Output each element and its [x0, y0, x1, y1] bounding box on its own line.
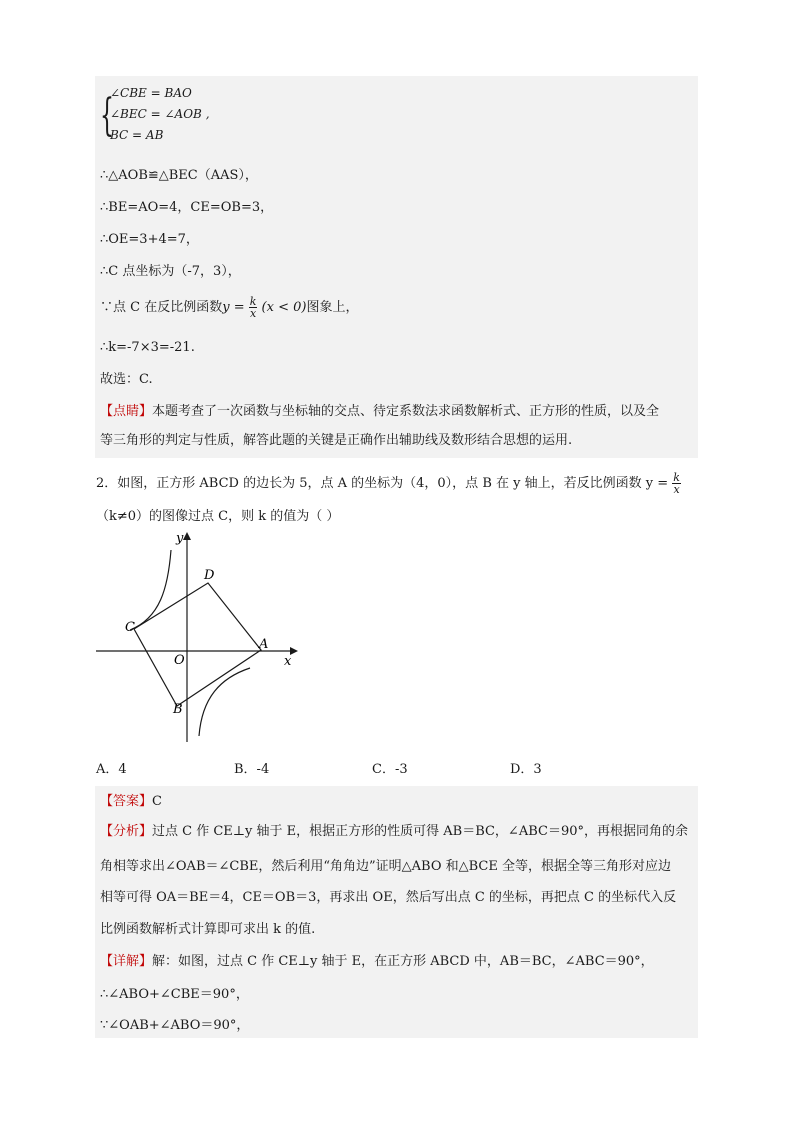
answer-label: 【答案】	[100, 794, 153, 809]
square-abcd	[134, 583, 261, 706]
y-axis-arrow	[183, 532, 191, 540]
analysis-line-4: 比例函数解析式计算即可求出 k 的值.	[100, 922, 316, 937]
q2-frac-denominator: x	[673, 483, 680, 496]
step-c-pre: ∵点 C 在反比例函数	[100, 300, 223, 315]
frac-denominator: x	[249, 307, 257, 320]
left-brace: {	[100, 90, 114, 141]
analysis-label: 【分析】	[100, 824, 153, 839]
question-2-figure	[90, 528, 310, 743]
comment-label: 【点睛】	[100, 404, 153, 419]
step-k-value: ∴k=-7×3=-21.	[100, 340, 195, 355]
label-y: y	[176, 531, 184, 546]
answer-value: C	[152, 794, 162, 809]
fraction-k-over-x	[249, 296, 258, 319]
answer-line	[100, 792, 162, 812]
detail-label: 【详解】	[100, 954, 153, 969]
label-b: B	[173, 702, 183, 717]
comment-text-1: 本题考查了一次函数与坐标轴的交点、待定系数法求函数解析式、正方形的性质，以及全	[152, 404, 660, 419]
step-oe: ∴OE=3+4=7，	[100, 232, 199, 247]
label-x: x	[284, 654, 292, 669]
step-congruence: ∴△AOB≌△BEC（AAS），	[100, 168, 258, 183]
hyperbola-lower-right	[199, 668, 250, 736]
question-2-line-1	[96, 472, 681, 495]
system-row-1: ∠CBE = BAO	[110, 86, 192, 100]
step-c-coord: ∴C 点坐标为（-7，3），	[100, 264, 241, 279]
hyperbola-upper-left	[130, 550, 171, 630]
analysis-line-1	[100, 822, 688, 842]
detail-line-1	[100, 952, 654, 972]
choice-b[interactable]: B．-4	[234, 762, 270, 777]
detail-line-3: ∵∠OAB+∠ABO＝90°，	[100, 1018, 250, 1033]
label-c: C	[125, 620, 135, 635]
choice-c[interactable]: C．-3	[372, 762, 408, 777]
frac-numerator: k	[249, 295, 257, 308]
label-d: D	[204, 568, 215, 583]
analysis-line-3: 相等可得 OA＝BE＝4，CE＝OB＝3，再求出 OE，然后写出点 C 的坐标，再把点 C 的坐标代入反	[100, 890, 677, 905]
choice-a[interactable]: A．4	[96, 762, 127, 777]
question-2-text: 2．如图，正方形 ABCD 的边长为 5，点 A 的坐标为（4，0），点 B 在 y 轴上，若反比例函数 y =	[96, 476, 669, 491]
q2-frac-numerator: k	[673, 471, 680, 484]
comment-line-1	[100, 402, 659, 422]
choice-d[interactable]: D．3	[510, 762, 542, 777]
detail-line-2: ∴∠ABO+∠CBE＝90°，	[100, 987, 249, 1002]
step-c-post: 图象上，	[306, 300, 359, 315]
step-choice: 故选：C.	[100, 372, 153, 387]
label-a: A	[259, 637, 269, 652]
step-c-on-function	[100, 296, 358, 319]
question-2-line-2: （k≠0）的图像过点 C，则 k 的值为（ ）	[96, 509, 340, 524]
comment-line-2: 等三角形的判定与性质，解答此题的关键是正确作出辅助线及数形结合思想的运用.	[100, 433, 573, 448]
analysis-line-2: 角相等求出∠OAB＝∠CBE，然后利用“角角边”证明△ABO 和△BCE 全等，根据全等三角形对应边	[100, 859, 671, 874]
label-o: O	[174, 653, 185, 668]
system-row-3: BC = AB	[110, 128, 164, 142]
func-condition: (x < 0)	[261, 300, 307, 315]
step-be-ce: ∴BE=AO=4，CE=OB=3，	[100, 200, 274, 215]
analysis-text-1: 过点 C 作 CE⊥y 轴于 E，根据正方形的性质可得 AB＝BC，∠ABC＝90°，再根据同角的余	[152, 824, 688, 839]
question-2-fraction	[672, 472, 681, 495]
detail-text-1: 解：如图，过点 C 作 CE⊥y 轴于 E，在正方形 ABCD 中，AB＝BC，∠ABC＝90°，	[152, 954, 654, 969]
func-y: y =	[222, 300, 245, 315]
system-row-2: ∠BEC = ∠AOB ,	[110, 107, 210, 121]
